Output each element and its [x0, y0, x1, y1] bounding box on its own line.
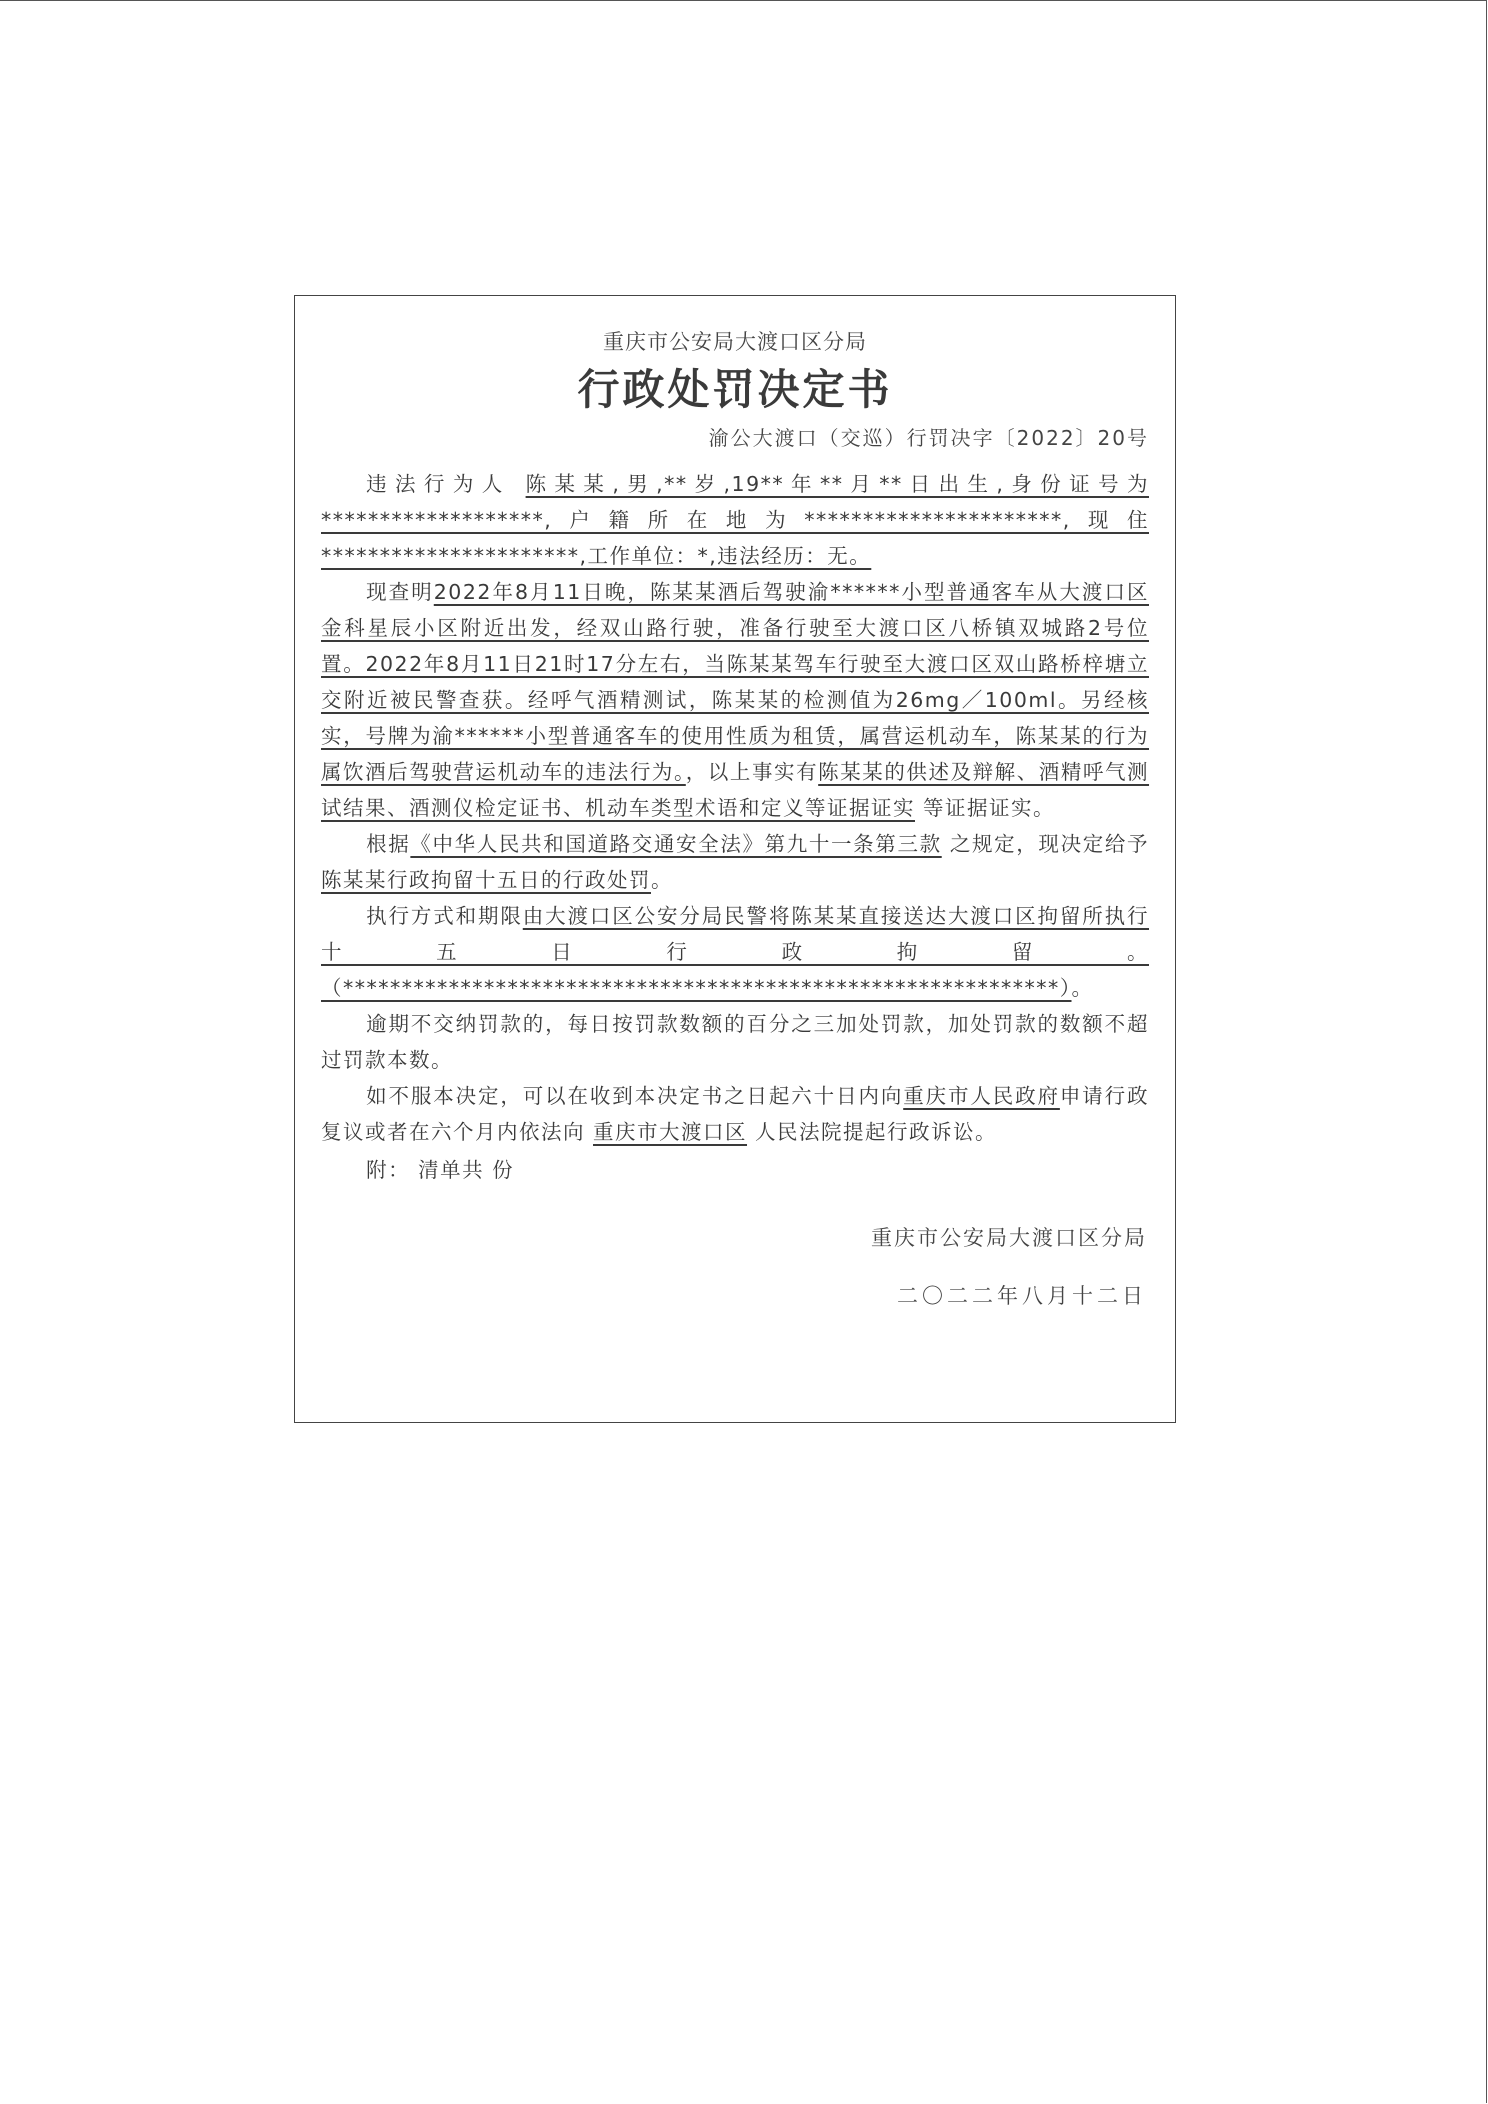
- offender-paragraph: [321, 466, 1149, 574]
- document-body: [321, 466, 1149, 1188]
- appeal-mid: 申请行政复议或者在六个月内依法向: [321, 1084, 1150, 1144]
- facts-text: 2022年8月11日晚，陈某某酒后驾驶渝******小型普通客车从大渡口区金科星辰小区附近出发，经双山路行驶，准备行驶至大渡口区八桥镇双城路2号位置。2022年8月11日21时17分左右，当陈某某驾车行驶至大渡口区双山路桥梓塘立交附近被民警查获。经呼气酒精测试，陈某某的检测值为26mg／100ml。另经核实，号牌为渝******小型普通客车的使用性质为租赁，属营运机动车，陈某某的行为属饮酒后驾驶营运机动车的违法行为。: [321, 580, 1149, 784]
- basis-lead: 根据: [366, 832, 411, 856]
- appeal-tail: 人民法院提起行政诉讼。: [747, 1120, 998, 1144]
- document-title: 行政处罚决定书: [577, 365, 893, 414]
- attachment-line: 附： 清单共 份: [366, 1158, 515, 1182]
- appeal-government: 重庆市人民政府: [903, 1084, 1060, 1108]
- basis-paragraph: [321, 826, 1149, 898]
- appeal-lead: 如不服本决定，可以在收到本决定书之日起六十日内向: [366, 1084, 904, 1108]
- execution-tail: 。: [1071, 976, 1094, 1000]
- execution-text: 由大渡口区公安分局民警将陈某某直接送达大渡口区拘留所执行十五日行政拘留。（*************************************************************）: [321, 904, 1150, 1000]
- offender-details: 陈某某,男,**岁,19**年**月**日出生,身份证号为*******************,户籍所在地为**********************,现住**********************,工作单位：*,违法经历：无。: [321, 472, 1149, 568]
- document-number: 渝公大渡口（交巡）行罚决字〔2022〕20号: [708, 426, 1149, 450]
- penalty-decision-document: [294, 295, 1176, 1423]
- basis-law: 《中华人民共和国道路交通安全法》第九十一条第三款: [410, 832, 942, 856]
- execution-lead: 执行方式和期限: [366, 904, 523, 928]
- basis-penalty: 陈某某行政拘留十五日的行政处罚: [321, 868, 651, 892]
- basis-tail: 。: [651, 868, 673, 892]
- appeal-court: 重庆市大渡口区: [593, 1120, 748, 1144]
- basis-mid: 之规定，现决定给予: [941, 832, 1149, 856]
- evidence-text: 陈某某的供述及辩解、酒精呼气测试结果、酒测仪检定证书、机动车类型术语和定义等证据证实: [321, 760, 1150, 820]
- execution-paragraph: [321, 898, 1149, 1006]
- facts-after: ，: [685, 760, 708, 784]
- issuing-agency: 重庆市公安局大渡口区分局: [603, 330, 867, 354]
- facts-paragraph: [321, 574, 1149, 826]
- decision-date: 二〇二二年八月十二日: [897, 1284, 1147, 1308]
- appeal-paragraph: [321, 1078, 1149, 1150]
- offender-label: 违法行为人: [366, 472, 511, 496]
- evidence-tail: 等证据证实。: [915, 796, 1056, 820]
- evidence-lead: 以上事实有: [707, 760, 819, 784]
- late-fee-paragraph: 逾期不交纳罚款的，每日按罚款数额的百分之三加处罚款，加处罚款的数额不超过罚款本数。: [321, 1012, 1149, 1072]
- signature-agency: 重庆市公安局大渡口区分局: [871, 1226, 1147, 1250]
- facts-lead: 现查明: [366, 580, 434, 604]
